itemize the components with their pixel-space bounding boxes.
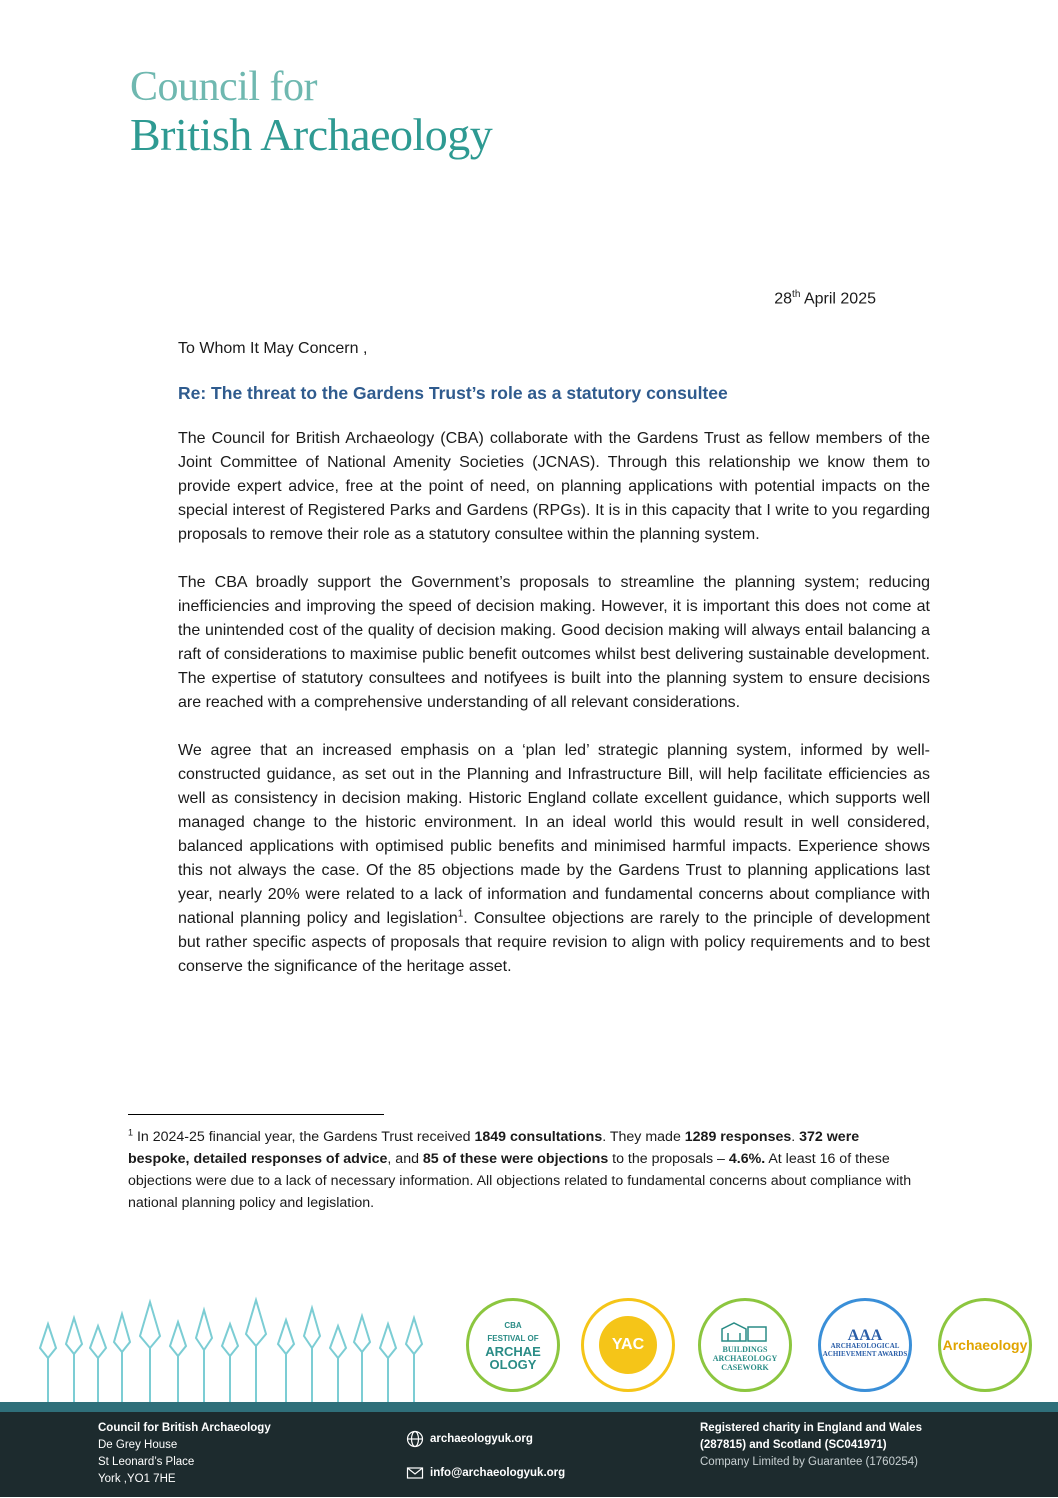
charity-line-2: (287815) and Scotland (SC041971) [700,1439,887,1451]
trowel-icon [90,1326,106,1404]
trowel-icon [278,1320,294,1404]
website-url: archaeologyuk.org [430,1432,533,1445]
trowel-icon [114,1314,130,1404]
footer-accent-bar [0,1402,1058,1412]
envelope-icon [406,1464,424,1482]
footnote-bold: 1289 responses [684,1129,792,1145]
trowel-icon [170,1322,186,1404]
footer-address-line: St Leonard’s Place [98,1456,195,1468]
trowel-icon [304,1308,320,1402]
cba-logo [130,66,492,158]
paragraph-2: The CBA broadly support the Government’s proposals to streamline the planning system; reducing inefficiencies and improving the speed of decision making. However, it is important this does not come at the unintended cost of the quality of decision making. Good decision making will always entail balancing a raft of considerations to maximise public benefit outcomes whilst best delivering sustainable development. The expertise of statutory consultees and notifyees is built into the planning system to ensure decisions are reached with a comprehensive understanding of all relevant considerations. [178,574,930,711]
footnote-bold: 4.6%. [728,1151,766,1167]
trowel-icon [222,1324,238,1404]
festival-mid: FESTIVAL OF [487,1334,539,1343]
trowel-icon [246,1300,266,1402]
paragraph-3 [178,739,930,979]
footnote-text: to the proposals – [608,1151,729,1167]
footer-address [98,1420,271,1488]
charity-line-1: Registered charity in England and Wales [700,1422,922,1434]
footnote-text: . [791,1129,800,1145]
footnote-text: . They made [602,1129,685,1145]
subject-line: Re: The threat to the Gardens Trust’s role as a statutory consultee [178,383,728,403]
trowels-illustration [30,1296,450,1406]
achievement-awards-badge[interactable] [818,1298,912,1392]
trowel-icon [330,1326,346,1404]
buildings-label: BUILDINGS ARCHAEOLOGY CASEWORK [712,1344,778,1372]
footnote-divider [128,1114,384,1115]
letter-body [178,427,930,1003]
paragraph-1: The Council for British Archaeology (CBA) collaborate with the Gardens Trust as fellow members of the Joint Committee of National Amenity Societies (JCNAS). Through this relationship we know them to provide expert advice, free at the point of need, on planning applications with potential impacts on the special interest of Registered Parks and Gardens (RPGs). It is in this capacity that I write to you regarding proposals to remove their role as a statutory consultee within the planning system. [178,430,930,543]
footer-org-name: Council for British Archaeology [98,1422,271,1434]
trowel-icon [354,1316,370,1404]
trowel-icon [196,1310,212,1404]
footnote-text: , and [387,1151,423,1167]
paragraph-3-part-a: We agree that an increased emphasis on a ‘plan led’ strategic planning system, informed by well-constructed guidance, as set out in the Planning and Infrastructure Bill, will help facilitate efficiencies as well as consistency in decision making. Historic England collate excellent guidance, which supports well managed change to the historic environment. In an ideal world this would result in well considered, balanced applications with optimised public benefits and minimised harmful impacts. Experience shows this not always the case. Of the 85 objections made by the Gardens Trust to planning applications last year, nearly 20% were related to a lack of information and fundamental concerns about compliance with national planning policy and legislation [178,742,930,927]
logo-line-2: British Archaeology [130,109,493,160]
awards-label: ARCHAEOLOGICAL ACHIEVEMENT AWARDS [822,1342,908,1358]
paragraph-3-part-b: . Consultee objections are rarely to the principle of development but rather specific aspects of proposals that require revision to align with policy requirements and to best conserve the significance of the heritage asset. [178,910,930,975]
festival-top: CBA [504,1321,522,1330]
footnote-text: In 2024-25 financial year, the Gardens Trust received [133,1129,475,1145]
footnote-reference[interactable]: 1 [457,908,464,920]
email-link[interactable] [406,1464,565,1482]
trowel-icon [140,1302,160,1402]
footnote-bold: 1849 consultations [474,1129,603,1145]
salutation: To Whom It May Concern , [178,340,368,357]
letter-date [774,289,876,308]
page-footer [0,1402,1058,1497]
yac-badge[interactable] [581,1298,675,1392]
footnote-bold: 85 of these were objections [422,1151,609,1167]
company-line: Company Limited by Guarantee (1760254) [700,1456,918,1468]
magazine-label: Archaeology [942,1337,1028,1353]
footnote-text: At least 16 of these objections were due to a lack of necessary information. All objections related to fundamental concerns about compliance with national planning policy and legislation. [128,1151,912,1211]
trowel-icon [380,1324,396,1406]
trowel-icon [66,1318,82,1404]
festival-of-archaeology-badge[interactable] [466,1298,560,1392]
festival-main: ARCHAE OLOGY [485,1344,541,1372]
footer-contact [406,1430,565,1498]
buildings-casework-badge[interactable] [698,1298,792,1392]
globe-icon [406,1430,424,1448]
building-icon [720,1319,770,1343]
awards-mark: AAA [847,1327,883,1344]
footer-address-line: York ,YO1 7HE [98,1473,176,1485]
trowel-icon [40,1324,56,1404]
hand-icon [599,1316,657,1374]
logo-line-1: Council for [130,64,317,110]
footnote-bold: 372 were bespoke, detailed responses of advice [128,1129,860,1167]
british-archaeology-magazine-badge[interactable] [938,1298,1032,1392]
footnote [128,1126,918,1214]
date-rest: April 2025 [800,290,876,308]
date-suffix: th [792,289,801,300]
website-link[interactable] [406,1430,565,1448]
trowel-icon [406,1318,422,1404]
footer-registration [700,1420,922,1471]
footnote-number: 1 [128,1127,134,1138]
yac-label: YAC [611,1336,645,1353]
date-day: 28 [774,290,793,308]
footer-address-line: De Grey House [98,1439,178,1451]
email-address: info@archaeologyuk.org [430,1466,566,1479]
